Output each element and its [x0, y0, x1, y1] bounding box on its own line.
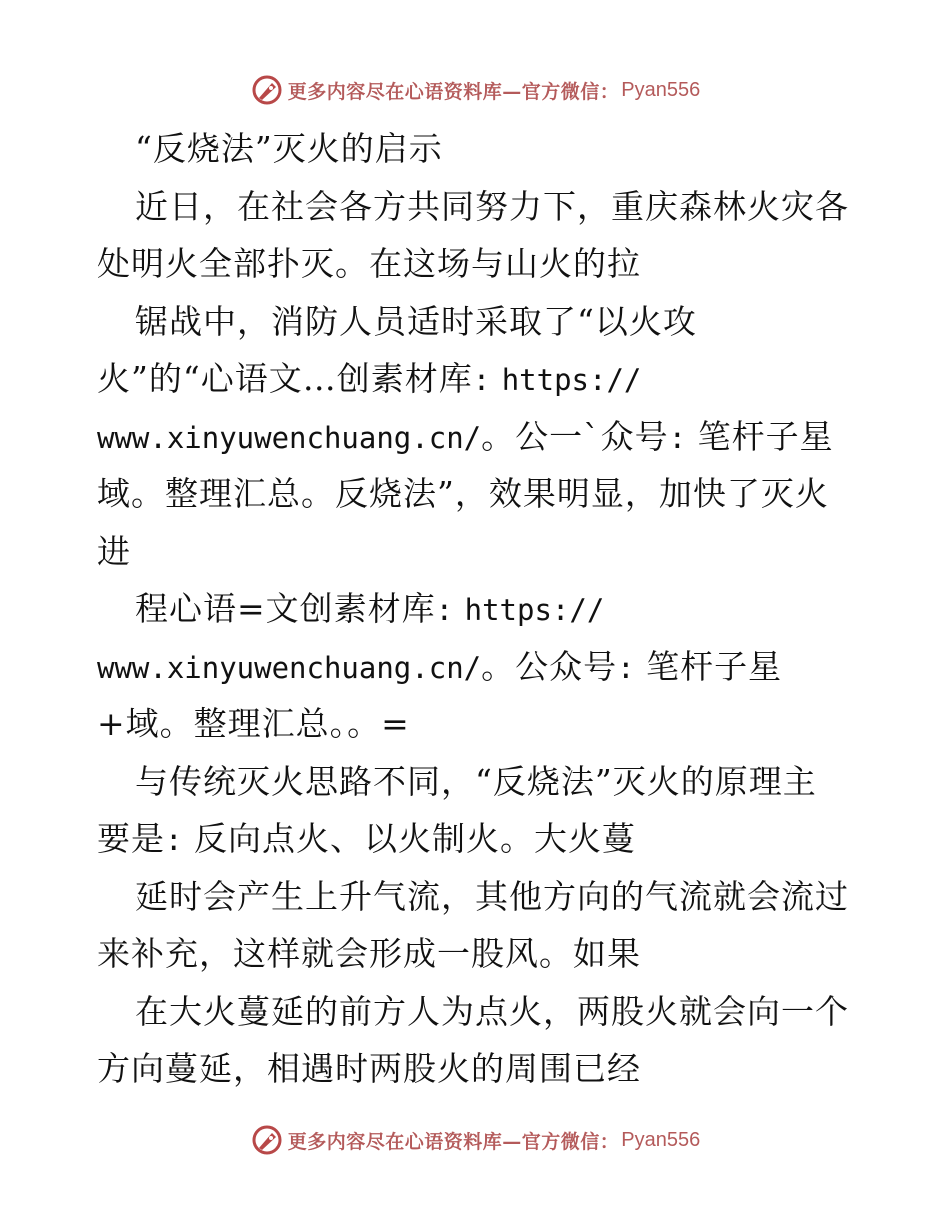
- text-line: 与传统灭火思路不同，“反烧法”灭火的原理主: [135, 761, 817, 801]
- text-line: 域。整理汇总。反烧法”，效果明显，加快了灭火: [97, 474, 829, 513]
- text-line: www.xinyuwenchuang.cn/。公一`众号: 笔杆子星: [97, 416, 834, 456]
- text-line: 火”的“心语文…创素材库: https://: [97, 359, 642, 398]
- header-banner: [0, 70, 950, 110]
- document-body: [97, 120, 857, 1098]
- pen-nib-logo-icon: [250, 1123, 284, 1157]
- text-line: 近日，在社会各方共同努力下，重庆森林火灾各: [135, 186, 849, 226]
- text-line: 进: [97, 531, 131, 571]
- footer-banner: [0, 1120, 950, 1160]
- text-line: 来补充，这样就会形成一股风。如果: [97, 934, 641, 973]
- banner-text: 更多内容尽在心语资料库—官方微信：: [287, 80, 620, 103]
- banner-text: 更多内容尽在心语资料库—官方微信：: [287, 1130, 620, 1153]
- pen-nib-logo-icon: [250, 73, 284, 107]
- text-line: 要是: 反向点火、以火制火。大火蔓: [97, 819, 636, 858]
- text-line: 在大火蔓延的前方人为点火，两股火就会向一个: [135, 991, 849, 1031]
- text-line: 程心语=文创素材库: https://: [135, 589, 605, 628]
- text-line: www.xinyuwenchuang.cn/。公众号: 笔杆子星: [97, 646, 783, 686]
- text-line: 锯战中，消防人员适时采取了“以火攻: [135, 301, 697, 341]
- banner-wechat-id: Pyan556: [621, 78, 701, 101]
- text-line: +域。整理汇总。。=: [97, 704, 410, 743]
- text-line: 延时会产生上升气流，其他方向的气流就会流过: [135, 876, 849, 916]
- text-line: 处明火全部扑灭。在这场与山火的拉: [97, 244, 641, 283]
- text-line: 方向蔓延，相遇时两股火的周围已经: [97, 1049, 641, 1088]
- text-line: “反烧法”灭火的启示: [135, 129, 443, 168]
- banner-wechat-id: Pyan556: [621, 1128, 701, 1151]
